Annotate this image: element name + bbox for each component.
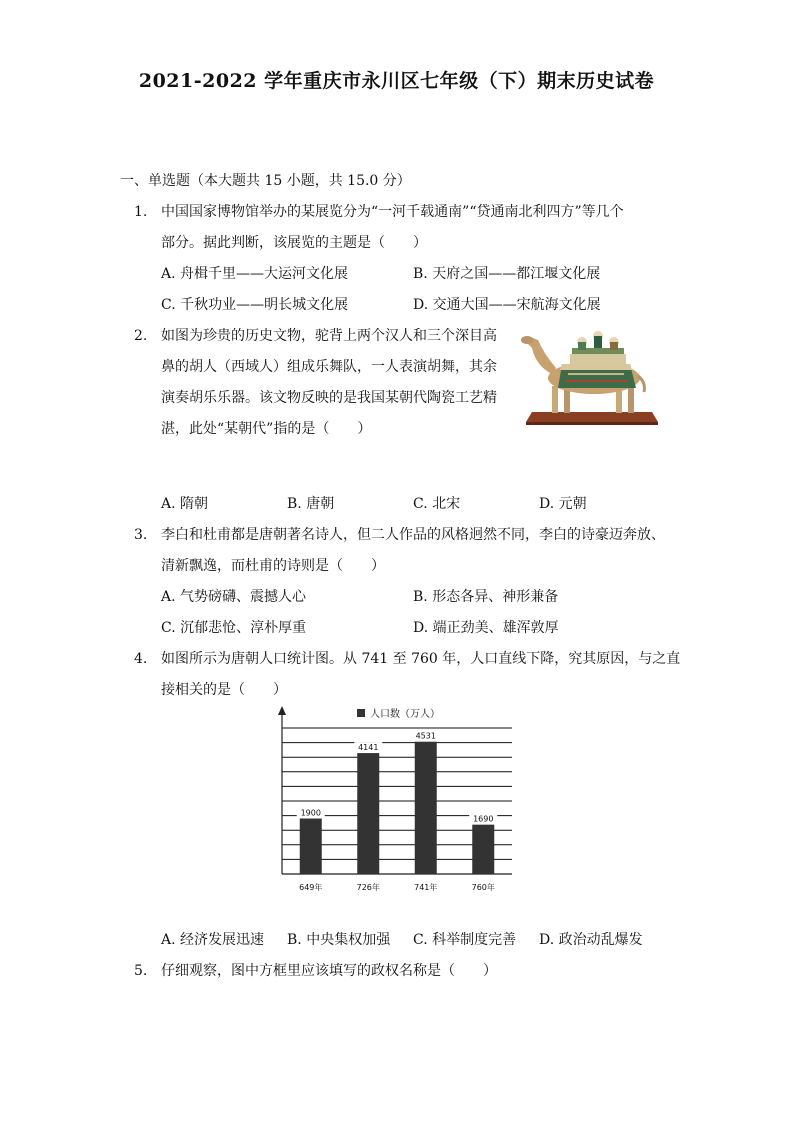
- data-label-2: 4531: [415, 731, 436, 741]
- page-title: 2021-2022 学年重庆市永川区七年级（下）期末历史试卷: [138, 70, 655, 92]
- legend-label: 人口数（万人）: [370, 709, 440, 720]
- question-text: 仔细观察，图中方框里应该填写的政权名称是（ ）: [161, 963, 497, 979]
- question-number: 1.: [134, 204, 148, 220]
- option-a[interactable]: A. 气势磅礴、震撼人心: [161, 589, 307, 605]
- population-bar-chart: [262, 702, 524, 900]
- question-text: 中国国家博物馆举办的某展览分为“一河千载通南”“贷通南北利四方”等几个: [161, 204, 624, 220]
- bar-2: [415, 742, 437, 874]
- chart-labels: [297, 731, 498, 892]
- option-a[interactable]: A. 舟楫千里——大运河文化展: [161, 266, 349, 282]
- question-text: 如图为珍贵的历史文物，驼背上两个汉人和三个深目高: [161, 328, 497, 344]
- option-d[interactable]: D. 端正劲美、雄浑敦厚: [413, 620, 559, 636]
- option-c[interactable]: C. 科举制度完善: [413, 932, 517, 948]
- data-label-1: 4141: [358, 743, 379, 753]
- y-axis-arrow: [278, 706, 286, 715]
- question-text: 湛，此处“某朝代”指的是（ ）: [161, 421, 372, 437]
- camel-artifact-image: [512, 326, 660, 426]
- section-heading: 一、单选题（本大题共 15 小题，共 15.0 分）: [120, 173, 411, 189]
- bar-3: [472, 825, 494, 874]
- question-number: 5.: [134, 963, 148, 979]
- data-label-3: 1690: [473, 814, 494, 824]
- chart-bars: [300, 742, 495, 874]
- option-d[interactable]: D. 政治动乱爆发: [539, 932, 643, 948]
- option-b[interactable]: B. 唐朝: [287, 496, 335, 512]
- option-a[interactable]: A. 隋朝: [161, 496, 209, 512]
- option-b[interactable]: B. 中央集权加强: [287, 932, 391, 948]
- option-a[interactable]: A. 经济发展迅速: [161, 932, 265, 948]
- option-c[interactable]: C. 北宋: [413, 496, 461, 512]
- tick-label-2: 741年: [414, 883, 438, 892]
- question-number: 3.: [134, 527, 148, 543]
- data-label-0: 1900: [300, 808, 321, 818]
- question-text: 接相关的是（ ）: [161, 682, 287, 698]
- question-text: 部分。据此判断，该展览的主题是（ ）: [161, 235, 427, 251]
- legend-swatch: [357, 709, 365, 717]
- option-d[interactable]: D. 交通大国——宋航海文化展: [413, 297, 601, 313]
- tick-label-1: 726年: [356, 883, 380, 892]
- bar-0: [300, 819, 322, 874]
- option-b[interactable]: B. 形态各异、神形兼备: [413, 589, 559, 605]
- question-text: 演奏胡乐乐器。该文物反映的是我国某朝代陶瓷工艺精: [161, 390, 497, 406]
- tick-label-3: 760年: [471, 883, 495, 892]
- question-text: 李白和杜甫都是唐朝著名诗人，但二人作品的风格迥然不同，李白的诗豪迈奔放、: [161, 527, 665, 543]
- option-c[interactable]: C. 沉郁悲怆、淳朴厚重: [161, 620, 307, 636]
- question-text: 鼻的胡人（西域人）组成乐舞队，一人表演胡舞，其余: [161, 359, 497, 375]
- question-number: 2.: [134, 328, 148, 344]
- question-text: 如图所示为唐朝人口统计图。从 741 至 760 年，人口直线下降，究其原因，与之直: [161, 651, 681, 667]
- tick-label-0: 649年: [299, 883, 323, 892]
- option-c[interactable]: C. 千秋功业——明长城文化展: [161, 297, 349, 313]
- bar-1: [357, 753, 379, 874]
- question-text: 清新飘逸，而杜甫的诗则是（ ）: [161, 558, 385, 574]
- question-number: 4.: [134, 651, 148, 667]
- option-b[interactable]: B. 天府之国——都江堰文化展: [413, 266, 601, 282]
- chart-legend: [357, 707, 440, 720]
- option-d[interactable]: D. 元朝: [539, 496, 587, 512]
